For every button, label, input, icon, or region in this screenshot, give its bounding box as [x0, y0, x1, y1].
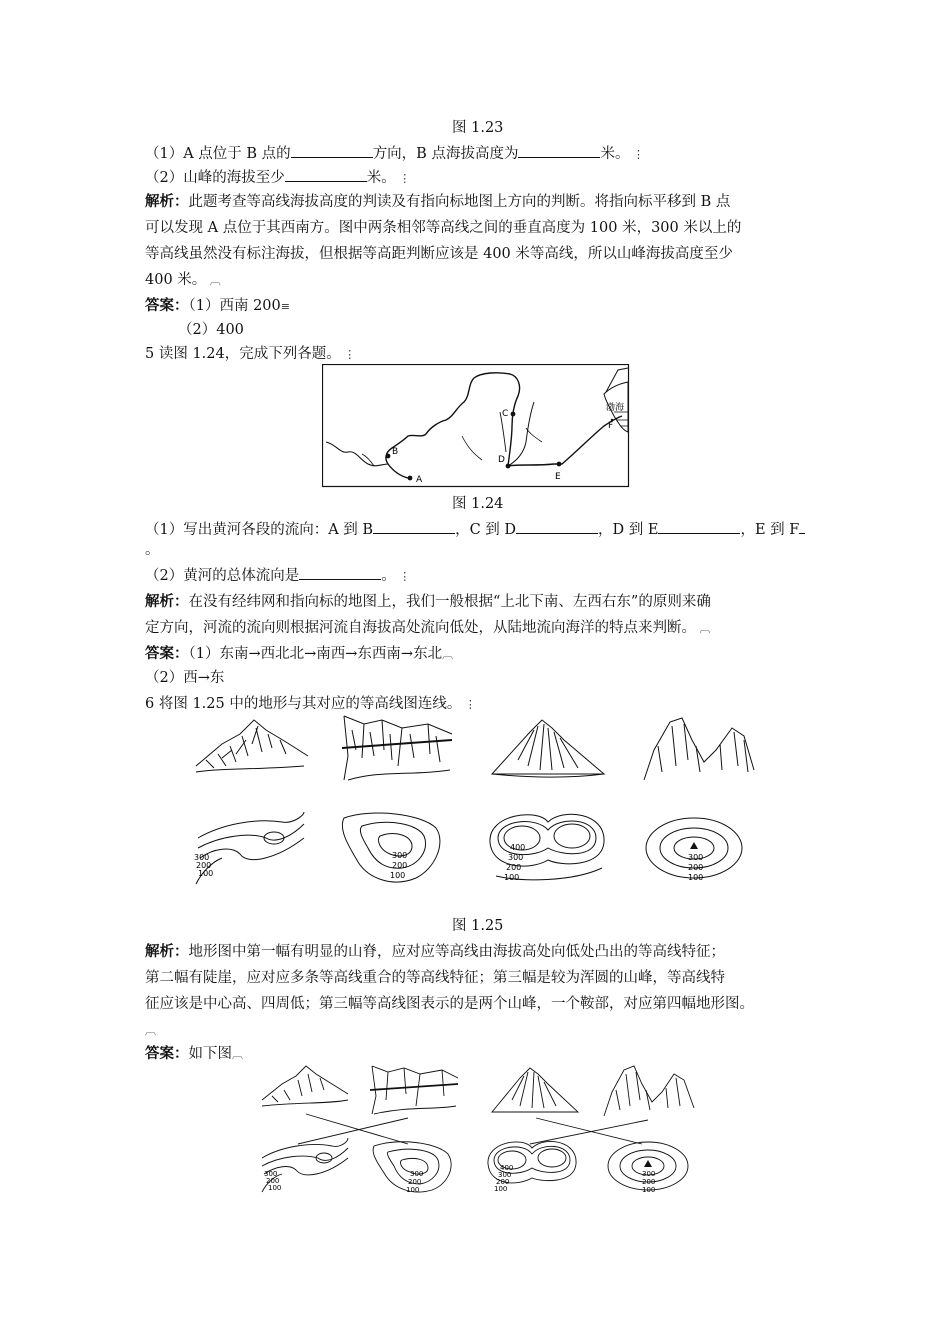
label-f: F: [608, 421, 614, 431]
terrain-sketch-cliff: [342, 716, 452, 780]
terrain-sketch-twin-peaks: [644, 718, 754, 780]
q5-analysis-line2: 定方向，河流的流向则根据河流自海拔高处流向低处，从陆地流向海洋的特点来判断。 ︹: [145, 620, 711, 636]
peak-triangle-icon: [644, 1160, 652, 1167]
answer-contour1-label: 300: [264, 1170, 278, 1178]
paragraph-mark-icon: ≡: [280, 300, 290, 313]
q4-analysis-line4: 400 米。 ︹: [145, 272, 221, 288]
map-frame: [323, 365, 629, 487]
blank-field: [285, 168, 367, 182]
contour3-label: 100: [504, 873, 520, 882]
answer-line-saddle-to-saddle: [530, 1120, 648, 1144]
answer-figure: [258, 1060, 698, 1196]
q4-part2: （2）山峰的海拔至少 米。 ⋮: [145, 170, 411, 186]
paragraph-mark-icon: ︹: [145, 1024, 156, 1037]
answer-contour4-label: 100: [642, 1186, 656, 1194]
blank-field: [299, 566, 381, 580]
q4-part1: （1）A 点位于 B 点的 方向，B 点海拔高度为 米。 ⋮: [145, 146, 644, 162]
q6-analysis-line1: 解析：地形图中第一幅有明显的山脊，应对应等高线由海拔高处向低处凸出的等高线特征；: [145, 943, 725, 960]
contour3-label: 200: [506, 863, 522, 872]
point-d: [506, 464, 511, 469]
contour4-label: 100: [688, 873, 704, 882]
terrain-sketch-row: [192, 710, 762, 788]
contour1-label: 200: [196, 861, 212, 870]
yellow-river-map: [322, 364, 630, 488]
figure-1-24-caption: 图 1.24: [452, 496, 504, 512]
blank-field: [516, 520, 598, 534]
peak-triangle-icon: [690, 842, 698, 849]
label-e: E: [555, 472, 561, 482]
blank-field: [799, 520, 805, 534]
answer-contour2-label: 200: [408, 1178, 422, 1186]
figure-1-25-caption: 图 1.25: [452, 918, 504, 934]
contour3-label: 400: [510, 843, 526, 852]
bohai-label: 渤海: [606, 403, 625, 413]
answer-line-peak-to-peak: [536, 1118, 642, 1144]
answer-line-ridge-to-ridge: [306, 1114, 408, 1144]
answer-terrain-twin-peaks: [604, 1066, 694, 1116]
paragraph-mark-icon: ︹: [696, 622, 711, 635]
point-b: [386, 454, 391, 459]
q5-part1-end: 。: [145, 542, 160, 558]
answer-contour3-label: 400: [500, 1164, 514, 1172]
blank-field: [658, 520, 740, 534]
q5-stem: 5 读图 1.24，完成下列各题。 ⋮: [145, 346, 356, 362]
q6-stem: 6 将图 1.25 中的地形与其对应的等高线图连线。 ⋮: [145, 696, 476, 712]
point-a: [408, 476, 413, 481]
terrain-sketch-ridge: [196, 720, 308, 772]
paragraph-mark-icon: ︹: [206, 274, 221, 287]
blank-field: [291, 144, 373, 158]
point-e: [557, 462, 562, 467]
blank-field: [373, 520, 455, 534]
terrain-sketch-round-peak: [492, 720, 604, 777]
answer-terrain-round-peak: [492, 1068, 578, 1112]
label-a: A: [416, 475, 423, 485]
paragraph-mark-icon: ⋮: [395, 570, 411, 583]
contour3-label: 300: [508, 853, 524, 862]
paragraph-mark-icon: ⋮: [340, 348, 356, 361]
answer-contour1-label: 100: [268, 1184, 282, 1192]
q4-analysis-line3: 等高线虽然没有标注海拔，但根据等高距判断应该是 400 米等高线，所以山峰海拔高度至少: [145, 246, 733, 262]
contour1-label: 100: [198, 869, 214, 878]
answer-terrain-ridge: [262, 1066, 348, 1106]
paragraph-mark-icon: ︹: [442, 648, 454, 661]
answer-contour3-label: 200: [496, 1178, 510, 1186]
contour2-label: 200: [392, 861, 408, 870]
answer-contour4-label: 300: [642, 1170, 656, 1178]
contour4-label: 300: [688, 853, 704, 862]
q5-answer-line1: 答案：（1）东南→西北北→南西→东西南→东北︹: [145, 645, 454, 662]
answer-contour2-label: 300: [410, 1170, 424, 1178]
q6-analysis-line2: 第二幅有陡崖，应对应多条等高线重合的等高线特征；第三幅是较为浑圆的山峰，等高线特: [145, 970, 725, 986]
answer-contour3-label: 100: [494, 1185, 508, 1193]
label-c: C: [502, 409, 509, 419]
figure-1-23-caption: 图 1.23: [452, 120, 504, 136]
label-b: B: [392, 447, 399, 457]
q4-answer-line2: （2）400: [178, 322, 244, 338]
contour2-label: 300: [392, 851, 408, 860]
paragraph-mark-icon: ⋮: [629, 148, 644, 161]
point-c: [511, 412, 516, 417]
answer-contour2-label: 100: [406, 1186, 420, 1194]
contour-map-row: [192, 808, 762, 894]
answer-line-cliff-to-cliff: [298, 1118, 408, 1144]
contour2-label: 100: [390, 871, 406, 880]
paragraph-mark-icon: ⋮: [395, 172, 411, 185]
paragraph-mark-icon: ︹: [232, 1048, 243, 1061]
blank-field: [518, 144, 600, 158]
answer-terrain-cliff: [370, 1066, 458, 1114]
q5-part2: （2）黄河的总体流向是 。 ⋮: [145, 568, 411, 584]
q4-analysis-line1: 解析：此题考查等高线海拔高度的判读及有指向标地图上方向的判断。将指向标平移到 B 点: [145, 193, 731, 210]
q6-answer: 答案：如下图︹: [145, 1045, 243, 1062]
contour4-label: 200: [688, 863, 704, 872]
label-d: D: [498, 455, 505, 465]
q6-analysis-line3: 征应该是中心高、四周低；第三幅等高线图表示的是两个山峰，一个鞍部，对应第四幅地形图。: [145, 996, 754, 1012]
answer-contour4-label: 200: [642, 1178, 656, 1186]
q5-part1: （1）写出黄河各段的流向：A 到 B ，C 到 D ，D 到 E ，E 到 F: [145, 520, 805, 540]
q4-answer-line1: 答案：（1）西南 200≡: [145, 297, 290, 314]
answer-contour1-label: 200: [266, 1177, 280, 1185]
answer-contour3-label: 300: [498, 1171, 512, 1179]
answer-connection-lines: [298, 1114, 648, 1144]
paragraph-mark-icon: ⋮: [461, 698, 476, 711]
q4-analysis-line2: 可以发现 A 点位于其西南方。图中两条相邻等高线之间的垂直高度为 100 米，300 米以上的: [145, 220, 742, 236]
q5-analysis-line1: 解析：在没有经纬网和指向标的地图上，我们一般根据“上北下南、左西右东”的原则来确: [145, 593, 711, 610]
q5-answer-line2: （2）西→东: [145, 670, 225, 686]
contour1-label: 300: [194, 853, 210, 862]
